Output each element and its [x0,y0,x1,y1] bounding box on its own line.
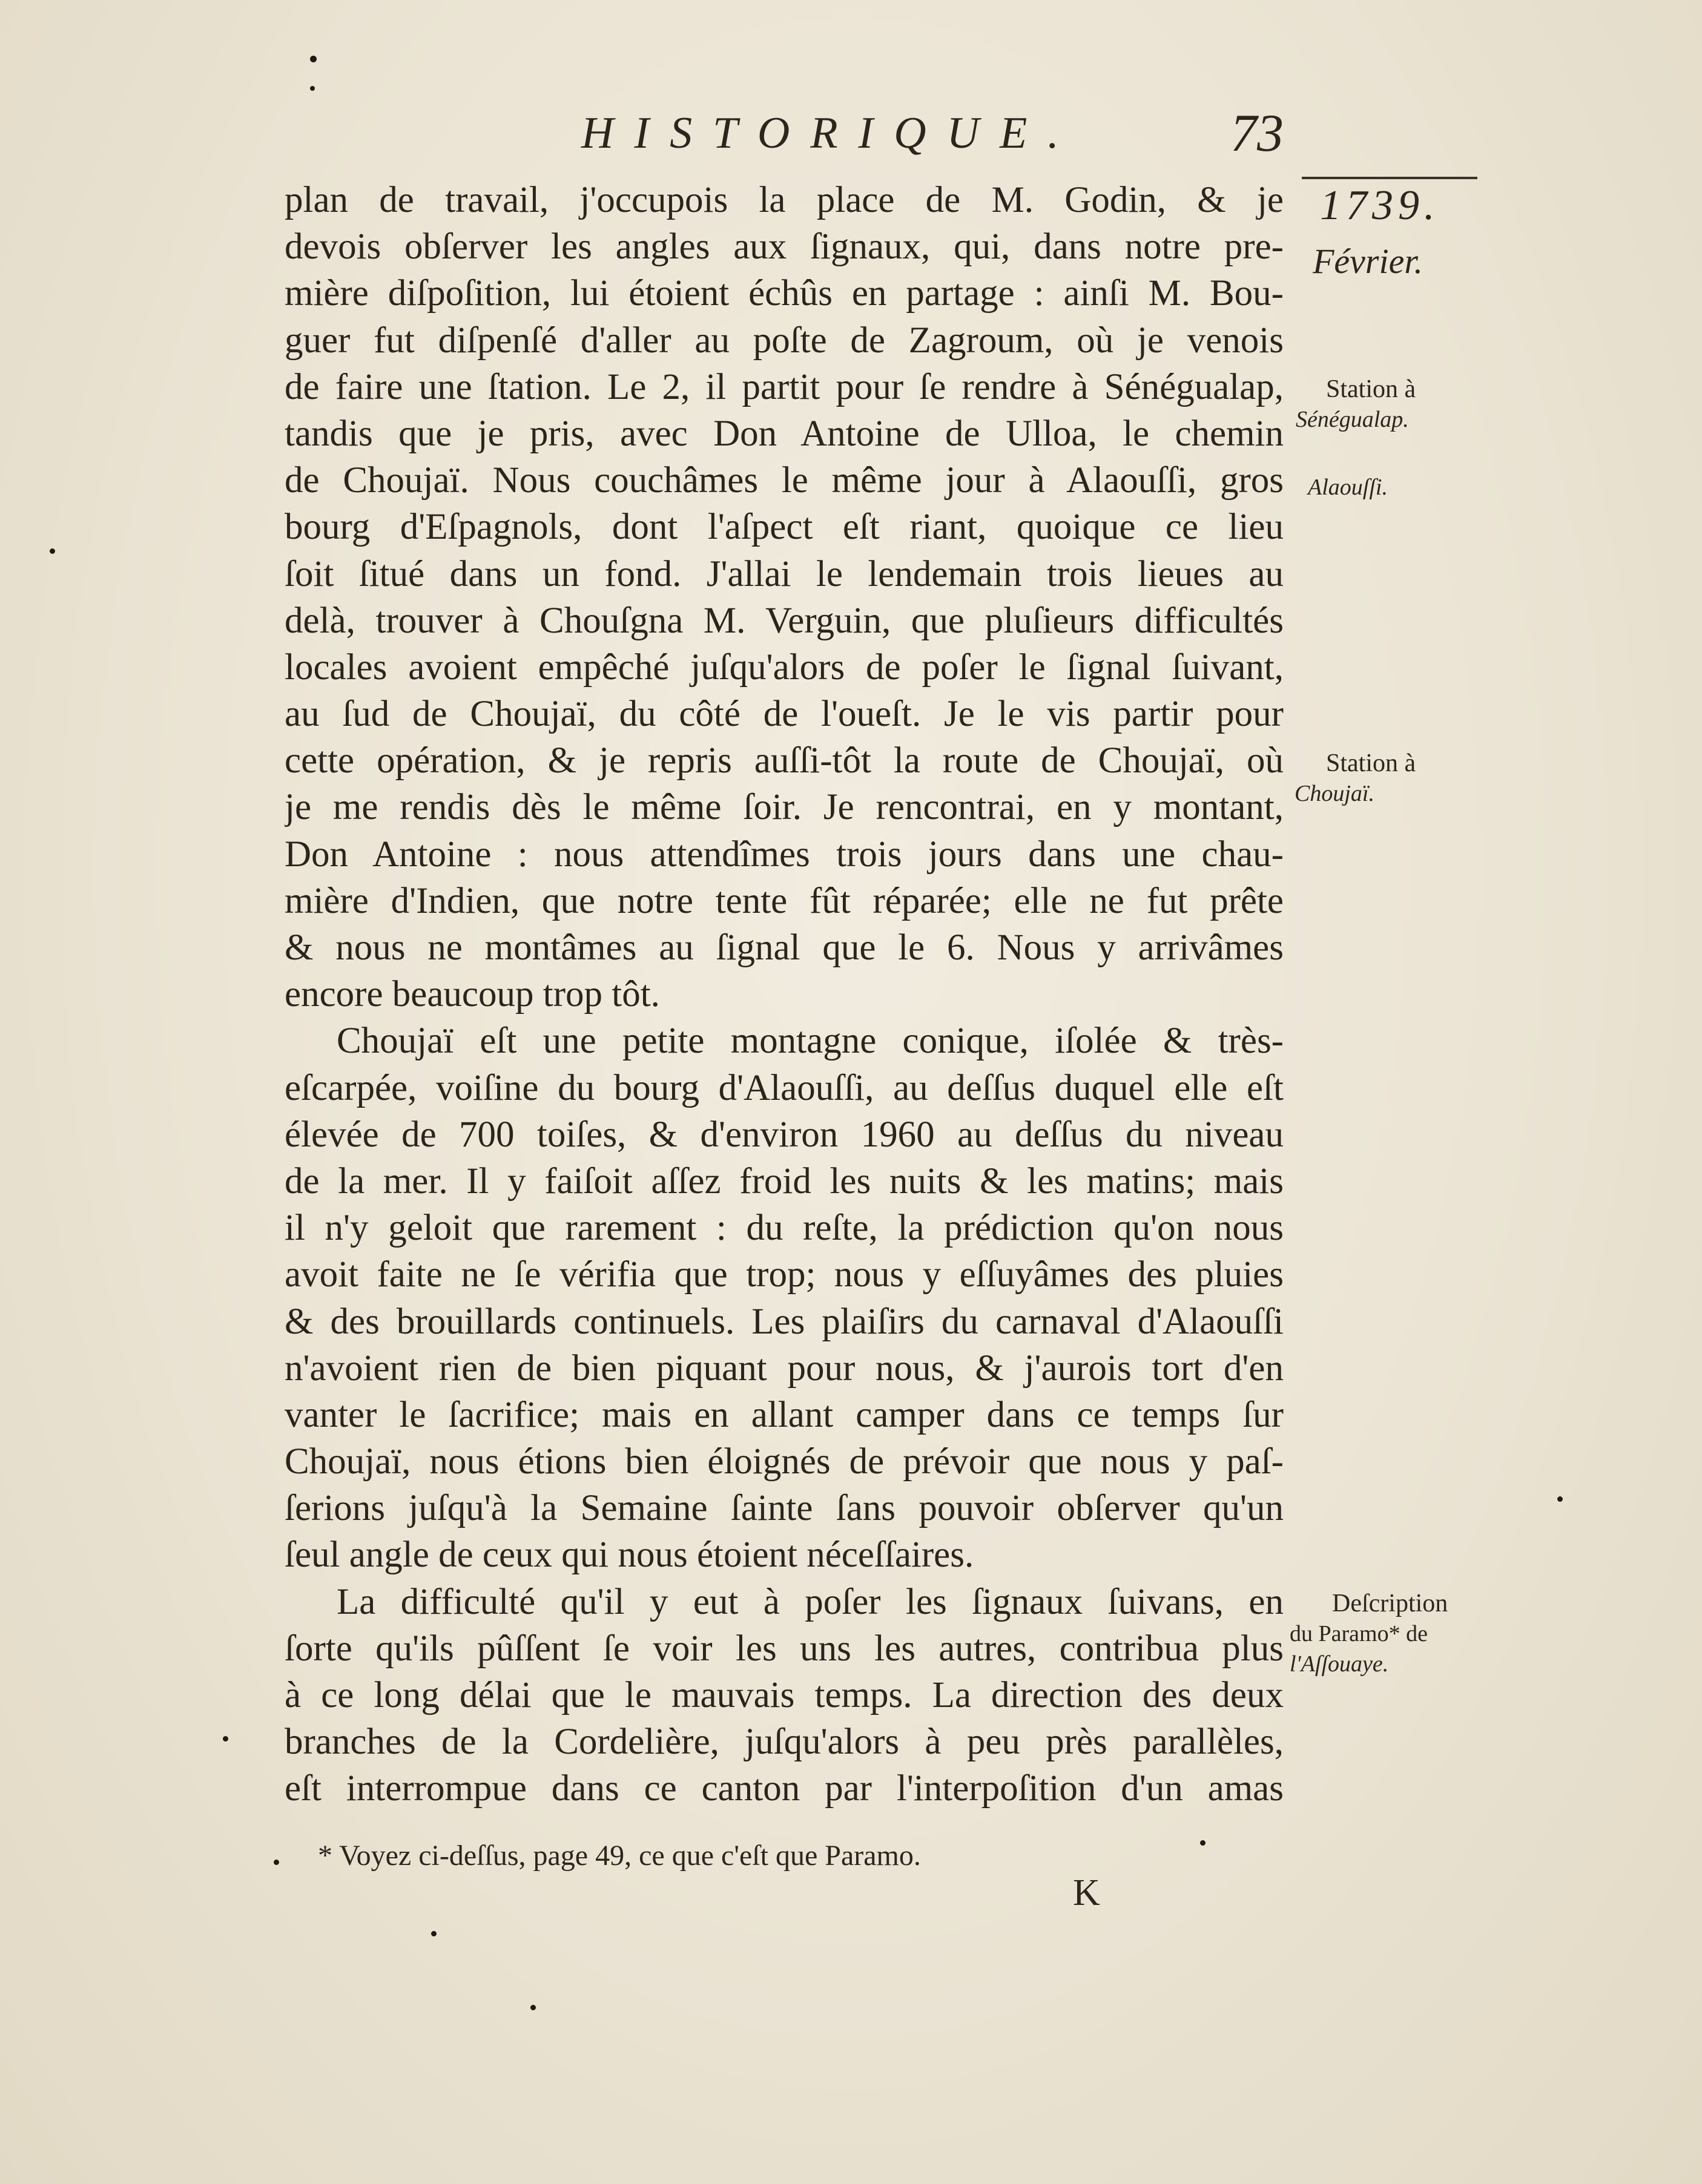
text-line: n'avoient rien de bien piquant pour nous, & j'aurois tort d'en [285,1347,1284,1389]
text-line: encore beaucoup trop tôt. [285,974,660,1015]
margin-note-label: Station à [1326,749,1416,777]
margin-note-mid: du Paramo* de [1290,1621,1428,1646]
text-line: cette opération, & je repris auſſi-tôt la route de Choujaï, où [285,740,1284,781]
text-line: eſt interrompue dans ce canton par l'interpoſition d'un amas [285,1768,1284,1809]
margin-note-place: Sénégualap. [1296,407,1409,432]
text-line: ſoit ſitué dans un fond. J'allai le lendemain trois lieues au [285,553,1284,594]
text-line: élevée de 700 toiſes, & d'environ 1960 au deſſus du niveau [285,1114,1284,1155]
margin-note-description-paramo [1290,1588,1448,1679]
margin-note-place: l'Aſſouaye. [1290,1651,1389,1677]
text-line: ſeul angle de ceux qui nous étoient néceſſaires. [285,1534,974,1576]
ink-speck [50,548,55,554]
ink-speck [223,1736,228,1742]
ink-speck [1557,1496,1563,1502]
text-line: mière diſpoſition, lui étoient échûs en partage : ainſi M. Bou- [285,273,1284,314]
text-line: locales avoient empêché juſqu'alors de poſer le ſignal ſuivant, [285,646,1284,688]
ink-speck [310,86,315,91]
text-line: je me rendis dès le même ſoir. Je rencontrai, en y montant, [285,787,1284,828]
margin-year: 1739. [1320,182,1440,229]
margin-month: Février. [1313,242,1423,281]
ink-speck [274,1860,279,1865]
text-line: de Choujaï. Nous couchâmes le même jour à Alaouſſi, gros [285,460,1284,501]
ink-speck [530,2005,536,2010]
text-line: Choujaï, nous étions bien éloignés de prévoir que nous y paſ- [285,1441,1284,1482]
ink-speck [431,1931,437,1936]
text-line: Choujaï eſt une petite montagne conique, iſolée & très- [337,1021,1284,1062]
text-line: il n'y geloit que rarement : du reſte, la prédiction qu'on nous [285,1208,1284,1249]
signature-mark: K [1073,1872,1100,1913]
text-line: guer fut diſpenſé d'aller au poſte de Zagroum, où je venois [285,320,1284,361]
margin-note-label: Deſcription [1332,1590,1448,1617]
text-line: vanter le ſacrifice; mais en allant camper dans ce temps ſur [285,1394,1284,1435]
text-line: à ce long délai que le mauvais temps. La direction des deux [285,1675,1284,1715]
text-line: au ſud de Choujaï, du côté de l'oueſt. Je le vis partir pour [285,694,1284,735]
text-line: & nous ne montâmes au ſignal que le 6. Nous y arrivâmes [285,927,1284,968]
text-line: devois obſerver les angles aux ſignaux, qui, dans notre pre- [285,226,1284,268]
header-rule [1302,177,1477,179]
ink-speck [1200,1840,1206,1846]
body-text [285,177,1284,1812]
text-line: ſerions juſqu'à la Semaine ſainte ſans pouvoir obſerver qu'un [285,1488,1284,1529]
text-line: tandis que je pris, avec Don Antoine de Ulloa, le chemin [285,413,1284,454]
margin-note-station-choujai [1295,748,1416,809]
text-line: mière d'Indien, que notre tente fût réparée; elle ne fut prête [285,880,1284,921]
page-number: 73 [1230,104,1284,163]
margin-note-label: Station à [1326,375,1416,403]
text-line: La difficulté qu'il y eut à poſer les ſignaux ſuivans, en [337,1581,1284,1622]
footnote: * Voyez ci-deſſus, page 49, ce que c'eſt que Paramo. [318,1840,921,1872]
text-line: Don Antoine : nous attendîmes trois jours dans une chau- [285,834,1284,875]
text-line: avoit faite ne ſe vérifia que trop; nous y eſſuyâmes des pluies [285,1254,1284,1295]
text-line: ſorte qu'ils pûſſent ſe voir les uns les autres, contribua plus [285,1628,1284,1669]
text-line: plan de travail, j'occupois la place de M. Godin, & je [285,180,1284,220]
text-line: de faire une ſtation. Le 2, il partit pour ſe rendre à Sénégualap, [285,366,1284,407]
margin-note-place: Choujaï. [1295,781,1374,806]
running-head: HISTORIQUE. [581,108,1080,158]
margin-note-alaoussi: Alaouſſi. [1308,475,1388,500]
text-line: bourg d'Eſpagnols, dont l'aſpect eſt riant, quoique ce lieu [285,507,1284,548]
text-line: delà, trouver à Chouſgna M. Verguin, que pluſieurs difficultés [285,600,1284,641]
text-line: eſcarpée, voiſine du bourg d'Alaouſſi, au deſſus duquel elle eſt [285,1067,1284,1108]
margin-note-station-senegualap [1296,374,1416,435]
text-line: branches de la Cordelière, juſqu'alors à peu près parallèles, [285,1722,1284,1763]
text-line: de la mer. Il y faiſoit aſſez froid les nuits & les matins; mais [285,1160,1284,1202]
text-line: & des brouillards continuels. Les plaiſirs du carnaval d'Alaouſſi [285,1301,1284,1342]
ink-speck [310,56,317,62]
